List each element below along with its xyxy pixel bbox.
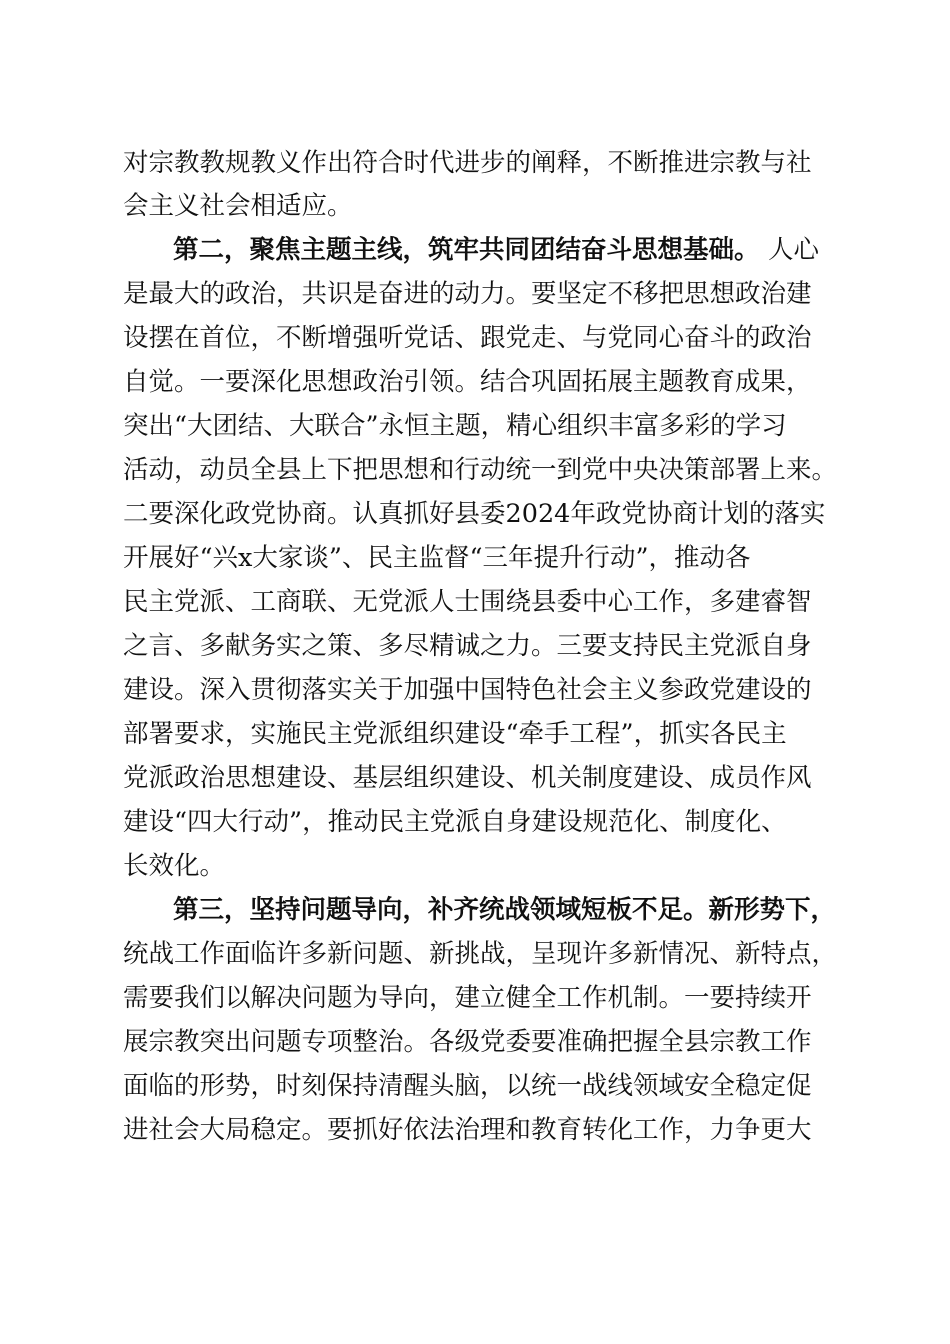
line-text: 设摆在首位，不断增强听党话、跟党走、与党同心奋斗的政治 [123,323,812,353]
text-line [0,186,950,226]
line-text: 人心 [768,235,820,265]
text-line [0,494,950,534]
line-text: 党派政治思想建设、基层组织建设、机关制度建设、成员作风 [123,763,812,793]
text-line [0,318,950,358]
line-text: 开展好“兴x大家谈”、民主监督“三年提升行动”，推动各 [123,543,751,573]
line-text: 是最大的政治，共识是奋进的动力。要坚定不移把思想政治建 [123,279,812,309]
text-line [0,846,950,886]
text-line [0,890,950,930]
line-text: 展宗教突出问题专项整治。各级党委要准确把握全县宗教工作 [123,1027,812,1057]
text-line [0,143,950,183]
text-line [0,714,950,754]
line-text: 进社会大局稳定。要抓好依法治理和教育转化工作，力争更大 [123,1115,812,1145]
text-line [0,1110,950,1150]
line-text: 突出“大团结、大联合”永恒主题，精心组织丰富多彩的学习 [123,411,787,441]
text-line [0,274,950,314]
text-line [0,758,950,798]
text-line [0,978,950,1018]
line-text: 建设。深入贯彻落实关于加强中国特色社会主义参政党建设的 [123,675,812,705]
line-text: 对宗教教规教义作出符合时代进步的阐释，不断推进宗教与社 [123,148,812,178]
text-line [0,406,950,446]
line-text: 民主党派、工商联、无党派人士围绕县委中心工作，多建睿智 [123,587,812,617]
line-text: 活动，动员全县上下把思想和行动统一到党中央决策部署上来。 [123,455,838,485]
line-text: 需要我们以解决问题为导向，建立健全工作机制。一要持续开 [123,983,812,1013]
text-line [0,362,950,402]
text-line [0,626,950,666]
text-line [0,670,950,710]
line-text: 建设“四大行动”，推动民主党派自身建设规范化、制度化、 [123,807,787,837]
line-text: 之言、多献务实之策、多尽精诚之力。三要支持民主党派自身 [123,631,812,661]
text-line [0,1066,950,1106]
section-heading-2: 第二，聚焦主题主线，筑牢共同团结奋斗思想基础。 [173,235,760,265]
text-line [0,538,950,578]
line-text: 自觉。一要深化思想政治引领。结合巩固拓展主题教育成果， [123,367,812,397]
line-text: 面临的形势，时刻保持清醒头脑，以统一战线领域安全稳定促 [123,1071,812,1101]
text-line [0,934,950,974]
text-line [0,230,950,270]
text-line [0,450,950,490]
section-heading-3: 第三，坚持问题导向，补齐统战领域短板不足。新形势下， [173,895,837,925]
line-text: 长效化。 [123,851,226,881]
line-text: 会主义社会相适应。 [123,191,353,221]
text-line [0,1022,950,1062]
text-line [0,582,950,622]
line-text: 二要深化政党协商。认真抓好县委2024年政党协商计划的落实 [123,499,826,529]
line-text: 部署要求，实施民主党派组织建设“牵手工程”，抓实各民主 [123,719,787,749]
line-text: 统战工作面临许多新问题、新挑战，呈现许多新情况、新特点， [123,939,838,969]
text-line [0,802,950,842]
